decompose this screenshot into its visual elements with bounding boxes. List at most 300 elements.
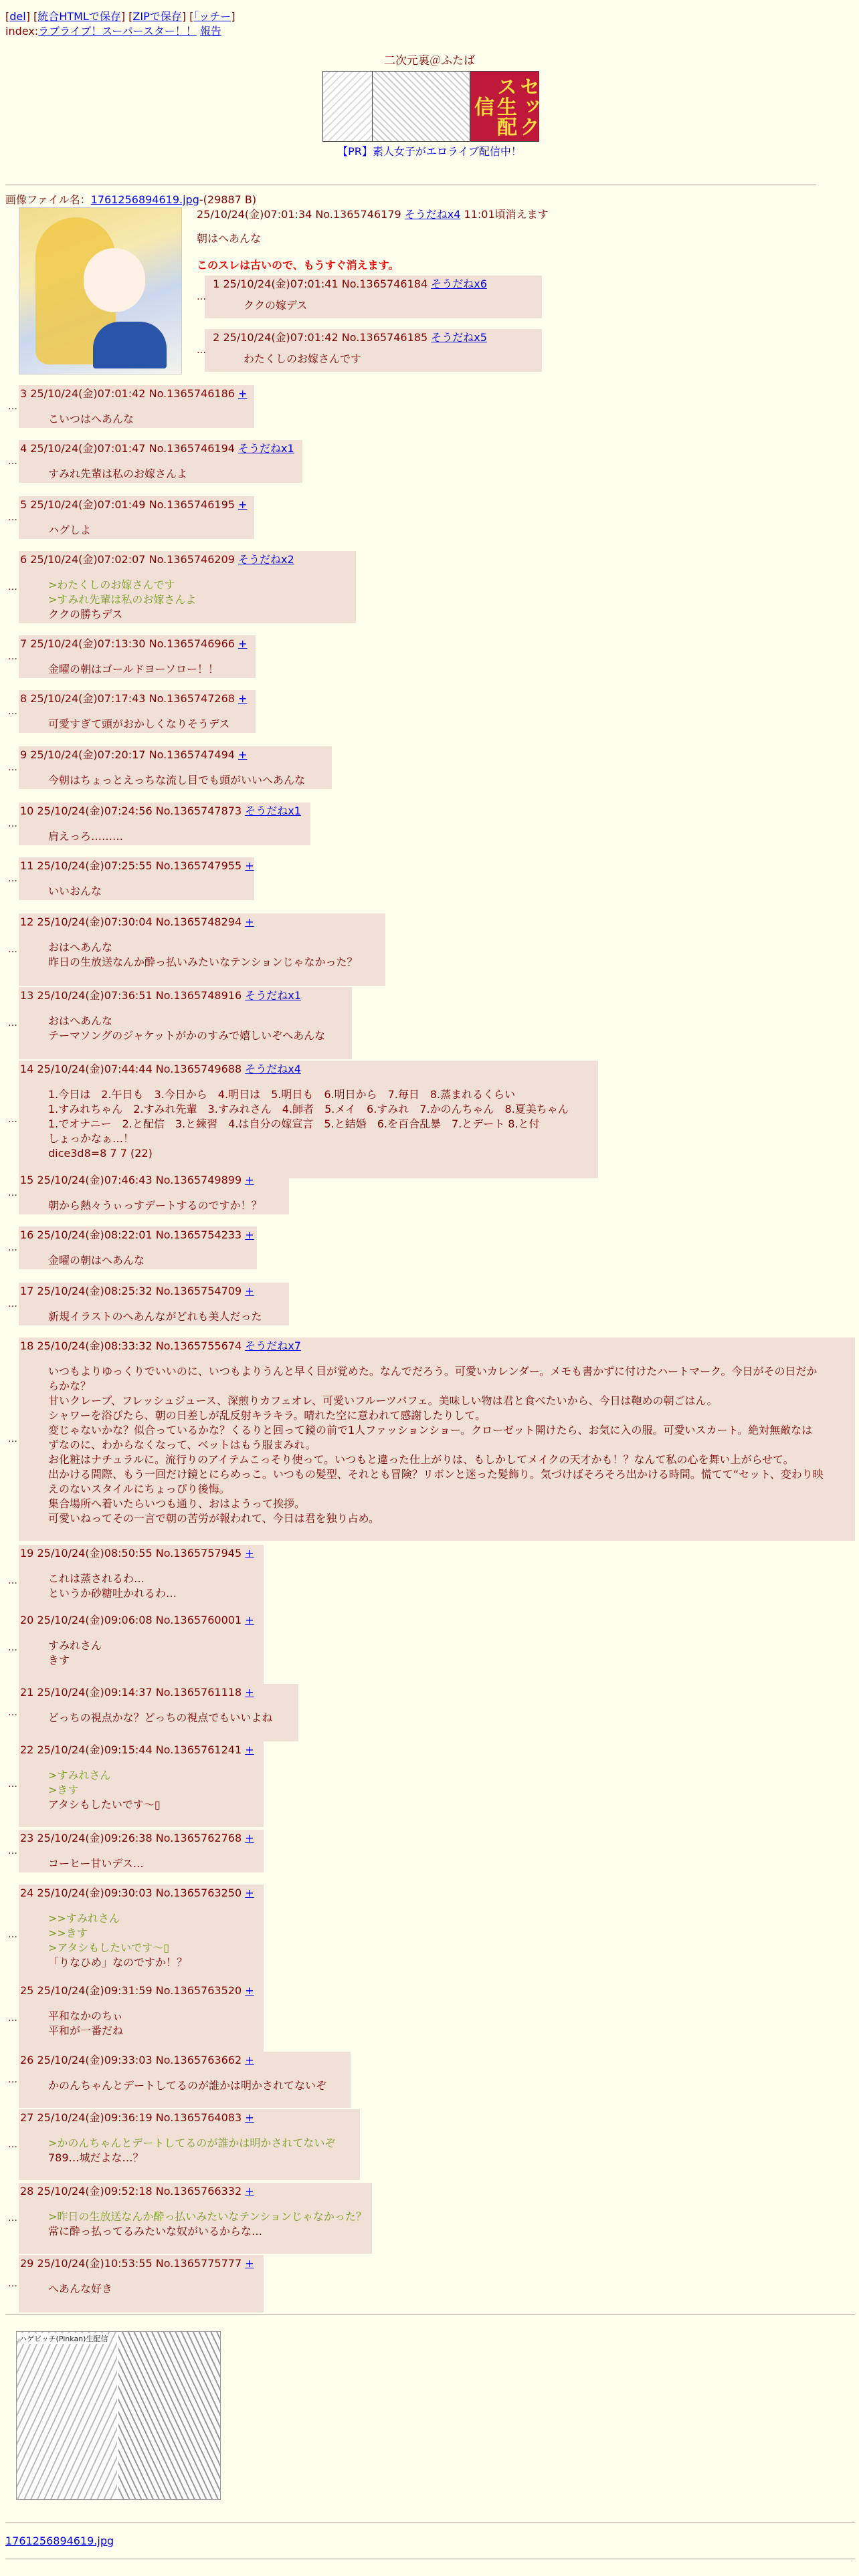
reply-number: 15: [20, 1174, 34, 1186]
sodane-button[interactable]: そうだねx2: [238, 553, 294, 566]
reply-number: 7: [20, 637, 27, 650]
reply-date: 25/10/24(金)07:17:43: [30, 692, 146, 705]
reply-body: [48, 412, 134, 427]
reply-menu-icon[interactable]: …: [8, 1846, 17, 1856]
reply-1: [205, 276, 542, 318]
reply-23: [19, 1830, 264, 1872]
reply-28: [19, 2183, 372, 2254]
reply-number: 10: [20, 804, 34, 817]
quote-line: >>すみれさん: [48, 1912, 120, 1925]
body-line: 1.すみれちゃん 2.すみれ先輩 3.すみれさん 4.師者 5.メイ 6.すみれ 7.かのんちゃん 8.夏美ちゃん: [48, 1103, 569, 1115]
sodane-plus-button[interactable]: +: [245, 1686, 254, 1699]
reply-body: [48, 773, 305, 788]
reply-no: No.1365749899: [155, 1174, 242, 1186]
reply-11: [19, 857, 254, 900]
reply-no: No.1365754233: [155, 1228, 242, 1241]
reply-17: [19, 1283, 289, 1325]
banner-text: セックス生配信: [470, 72, 539, 141]
reply-header: [20, 387, 247, 401]
sodane-plus-button[interactable]: +: [245, 1285, 254, 1297]
reply-menu-icon[interactable]: …: [8, 2013, 17, 2024]
reply-date: 25/10/24(金)07:25:55: [37, 859, 153, 872]
reply-menu-icon[interactable]: …: [8, 819, 17, 829]
body-line: これは蒸されるわ…: [48, 1572, 145, 1585]
reply-date: 25/10/24(金)09:31:59: [37, 1984, 153, 1997]
op-sodane-button[interactable]: そうだねx4: [404, 208, 461, 221]
reply-menu-icon[interactable]: …: [8, 2074, 17, 2085]
reply-no: No.1365763250: [155, 1887, 242, 1899]
reply-number: 9: [20, 748, 27, 761]
reply-header: [20, 1743, 254, 1757]
body-line: 1.今日は 2.午日も 3.今日から 4.明日は 5.明日も 6.明日から 7.毎日 8.蒸まれるくらい: [48, 1088, 516, 1101]
sodane-plus-button[interactable]: +: [238, 637, 248, 650]
body-line: 平和が一番だね: [48, 2024, 124, 2037]
reply-number: 13: [20, 989, 34, 1002]
reply-number: 12: [20, 916, 34, 928]
sodane-button[interactable]: そうだねx1: [245, 804, 301, 817]
reply-number: 26: [20, 2054, 34, 2066]
body-line: アタシもしたいです〜▯: [48, 1798, 161, 1811]
reply-number: 11: [20, 859, 34, 872]
reply-number: 14: [20, 1063, 34, 1075]
reply-header: [20, 2053, 254, 2068]
op-expiry: 11:01頃消えます: [464, 208, 549, 221]
reply-no: No.1365746184: [341, 278, 428, 290]
reply-date: 25/10/24(金)09:52:18: [37, 2185, 153, 2197]
thumbnail-dress: [93, 322, 167, 368]
reply-no: No.1365747494: [149, 748, 235, 761]
reply-header: [20, 1886, 254, 1901]
reply-header: [20, 1339, 301, 1354]
reply-menu-icon[interactable]: …: [8, 706, 17, 717]
footer-file-link[interactable]: 1761256894619.jpg: [5, 2535, 114, 2547]
touch-link[interactable]: ｢ッチー: [193, 10, 231, 23]
reply-header: [20, 1062, 301, 1077]
quote-line: >すみれ先輩は私のお嫁さんよ: [48, 593, 197, 606]
sodane-button[interactable]: そうだねx6: [431, 278, 487, 290]
reply-header: [20, 552, 294, 567]
reply-body: [48, 1638, 102, 1668]
reply-number: 8: [20, 692, 27, 705]
reply-date: 25/10/24(金)09:06:08: [37, 1614, 153, 1626]
body-line: テーマソングのジャケットがかのすみで嬉しいぞへあんな: [48, 1029, 326, 1042]
reply-2: [205, 329, 542, 372]
sodane-plus-button[interactable]: +: [238, 692, 248, 705]
sodane-plus-button[interactable]: +: [238, 498, 248, 511]
reply-no: No.1365766332: [155, 2185, 242, 2197]
reply-menu-icon[interactable]: …: [8, 1018, 17, 1029]
sodane-plus-button[interactable]: +: [245, 1614, 254, 1626]
ad-panel-2: [118, 2332, 220, 2499]
body-line: 可愛いねってその一言で朝の苦労が報われて、今日は君を独り占め。: [48, 1512, 380, 1525]
ad-panel-1: [17, 2332, 117, 2499]
divider: [5, 2314, 855, 2315]
reply-body: [48, 467, 187, 481]
reply-date: 25/10/24(金)07:01:41: [223, 278, 339, 290]
index-link[interactable]: ラブライブ！スーパースター！！: [38, 25, 197, 37]
reply-body: [48, 940, 357, 970]
reply-menu-icon[interactable]: …: [8, 762, 17, 773]
reply-7: [19, 635, 256, 678]
reply-header: [20, 915, 254, 930]
reply-body: [48, 662, 219, 677]
op-body: 朝はへあんな: [197, 232, 262, 245]
reply-header: [20, 2111, 254, 2125]
body-line: 出かける間際、もう一回だけ鏡とにらめっこ。いつもの髪型、それとも冒険？リボンと迷った髪飾り。気づけばそろそろ出かける時間。慌てて“セット、変わり映: [48, 1468, 824, 1481]
body-line: しょっかなぁ…！: [48, 1132, 134, 1145]
reply-number: 5: [20, 498, 27, 511]
board-title: 二次元裏＠ふたば: [384, 54, 475, 68]
reply-10: [19, 802, 310, 845]
reply-no: No.1365746966: [149, 637, 235, 650]
body-line: ククの嫁デス: [244, 299, 308, 312]
reply-body: [48, 578, 196, 622]
reply-number: 4: [20, 442, 27, 455]
reply-no: No.1365748294: [155, 916, 242, 928]
sodane-button[interactable]: そうだねx1: [245, 989, 301, 1002]
file-label: 画像ファイル名：: [5, 193, 91, 206]
reply-menu-icon[interactable]: …: [8, 1299, 17, 1309]
sodane-plus-button[interactable]: +: [245, 2054, 254, 2066]
reply-no: No.1365763662: [155, 2054, 242, 2066]
quote-line: >アタシもしたいです〜▯: [48, 1941, 170, 1954]
reply-date: 25/10/24(金)07:44:44: [37, 1063, 153, 1075]
thumbnail-face: [84, 248, 145, 312]
reply-number: 21: [20, 1686, 34, 1699]
quote-line: >>きす: [48, 1927, 88, 1939]
old-thread-warning: このスレは古いので、もうすぐ消えます。: [197, 259, 399, 272]
reply-4: [19, 440, 302, 483]
reply-menu-icon[interactable]: …: [8, 1642, 17, 1653]
reply-menu-icon[interactable]: …: [8, 1707, 17, 1718]
reply-header: [20, 804, 301, 819]
body-line: きす: [48, 1654, 70, 1667]
reply-number: 6: [20, 553, 27, 566]
reply-date: 25/10/24(金)07:20:17: [30, 748, 146, 761]
top-nav: [del] [統合HTMLで保存] [ZIPで保存] [｢ッチー] index:ラブライブ！スーパースター！！ 報告: [5, 10, 235, 37]
reply-menu-icon[interactable]: …: [8, 582, 17, 593]
reply-number: 16: [20, 1228, 34, 1241]
sodane-plus-button[interactable]: +: [245, 1174, 254, 1186]
reply-number: 3: [20, 387, 27, 400]
body-line: すみれさん: [48, 1639, 102, 1652]
reply-body: [48, 2009, 123, 2038]
sodane-button[interactable]: そうだねx5: [431, 331, 487, 344]
sodane-plus-button[interactable]: +: [245, 1832, 254, 1844]
reply-number: 2: [213, 331, 220, 344]
reply-3: [19, 385, 254, 428]
reply-date: 25/10/24(金)09:33:03: [37, 2054, 153, 2066]
reply-no: No.1365762768: [155, 1832, 242, 1844]
body-line: dice3d8=8 7 7 (22): [48, 1147, 153, 1160]
pr-link[interactable]: 【PR】素人女子がエロライブ配信中！: [337, 145, 522, 158]
reply-number: 28: [20, 2185, 34, 2197]
sodane-plus-button[interactable]: +: [245, 1887, 254, 1899]
body-line: すみれ先輩は私のお嫁さんよ: [48, 467, 188, 480]
body-line: どっちの視点かな？どっちの視点でもいいよね: [48, 1711, 273, 1724]
sodane-plus-button[interactable]: +: [238, 387, 248, 400]
reply-19: [19, 1545, 264, 1617]
reply-no: No.1365761241: [155, 1743, 242, 1756]
quote-line: >わたくしのお嫁さんです: [48, 578, 175, 591]
reply-number: 19: [20, 1547, 34, 1560]
reply-no: No.1365749688: [155, 1063, 242, 1075]
reply-number: 27: [20, 2111, 34, 2124]
reply-menu-icon[interactable]: …: [8, 1243, 17, 1253]
reply-menu-icon[interactable]: …: [8, 456, 17, 467]
reply-header: [20, 1831, 254, 1846]
reply-number: 20: [20, 1614, 34, 1626]
reply-body: [48, 2282, 112, 2296]
reply-date: 25/10/24(金)07:36:51: [37, 989, 153, 1002]
sodane-plus-button[interactable]: +: [245, 2111, 254, 2124]
reply-header: [20, 1173, 254, 1188]
reply-6: [19, 551, 356, 623]
body-line: 平和なかのちぃ: [48, 2010, 124, 2022]
reply-14: [19, 1061, 598, 1178]
reply-body: [48, 1014, 325, 1043]
report-link[interactable]: 報告: [199, 25, 221, 37]
reply-menu-icon[interactable]: …: [8, 2278, 17, 2289]
reply-16: [19, 1226, 257, 1269]
reply-header: [20, 691, 247, 706]
reply-body: [48, 1911, 187, 1970]
body-line: らかな？: [48, 1380, 92, 1392]
reply-body: [48, 1087, 569, 1161]
reply-no: No.1365746186: [149, 387, 235, 400]
file-info: [5, 191, 256, 207]
reply-body: [244, 352, 361, 366]
sodane-plus-button[interactable]: +: [245, 859, 254, 872]
reply-menu-icon[interactable]: …: [8, 1779, 17, 1790]
reply-no: No.1365757945: [155, 1547, 242, 1560]
reply-body: [48, 2210, 367, 2239]
reply-header: [20, 2184, 254, 2199]
reply-body: [48, 1309, 262, 1324]
reply-29: [19, 2255, 264, 2313]
sodane-plus-button[interactable]: +: [245, 2257, 254, 2270]
body-line: わたくしのお嫁さんです: [244, 352, 362, 365]
reply-9: [19, 746, 332, 789]
reply-menu-icon[interactable]: …: [8, 651, 17, 662]
reply-no: No.1365748916: [155, 989, 242, 1002]
reply-header: [20, 988, 301, 1003]
reply-menu-icon[interactable]: …: [8, 1434, 17, 1444]
reply-menu-icon[interactable]: …: [8, 401, 17, 412]
op-header: [197, 207, 549, 222]
reply-number: 22: [20, 1743, 34, 1756]
reply-date: 25/10/24(金)07:24:56: [37, 804, 153, 817]
body-line: いいおんな: [48, 885, 102, 897]
reply-menu-icon[interactable]: …: [8, 944, 17, 955]
body-line: ハグしよ: [48, 524, 92, 536]
reply-8: [19, 690, 256, 733]
reply-body: [48, 1253, 145, 1268]
sodane-plus-button[interactable]: +: [245, 1228, 254, 1241]
op-date: 25/10/24(金)07:01:34: [197, 208, 312, 221]
reply-25: [19, 1982, 264, 2054]
reply-24: [19, 1885, 264, 1985]
sodane-plus-button[interactable]: +: [245, 1743, 254, 1756]
reply-body: [48, 1711, 272, 1725]
body-line: シャワーを浴びたら、朝の日差しが乱反射キラキラ。晴れた空に意われて感謝したりして。: [48, 1409, 486, 1422]
body-line: 朝から熱々うぃっすデートするのですか！？: [48, 1199, 262, 1212]
reply-menu-icon[interactable]: …: [8, 1929, 17, 1940]
body-line: こいつはへあんな: [48, 413, 134, 425]
body-line: 「りなひめ」なのですか！？: [48, 1956, 188, 1969]
reply-body: [48, 1364, 824, 1526]
index-label: index:: [5, 25, 39, 37]
reply-header: [206, 330, 487, 345]
body-line: 金曜の朝はゴールドヨーソロー！！: [48, 663, 219, 675]
reply-menu-icon[interactable]: …: [197, 345, 206, 356]
body-line: いつもよりゆっくりでいいのに、いつもよりうんと早く目が覚めた。なんでだろう。可愛いカレンダー。メモも書かずに付けたハートマーク。今日がその日だか: [48, 1365, 818, 1378]
reply-15: [19, 1172, 289, 1214]
reply-menu-icon[interactable]: …: [8, 2139, 17, 2150]
reply-body: [48, 884, 102, 899]
reply-header: [20, 1546, 254, 1561]
body-line: 金曜の朝はへあんな: [48, 1254, 145, 1267]
reply-no: No.1365775777: [155, 2257, 242, 2270]
sodane-plus-button[interactable]: +: [238, 748, 248, 761]
body-line: 肩えっろ………: [48, 830, 124, 843]
reply-header: [20, 1983, 254, 1998]
reply-5: [19, 496, 254, 539]
quote-line: >昨日の生放送なんか酔っ払いみたいなテンションじゃなかった？: [48, 2210, 367, 2223]
body-line: コーヒー甘いデス…: [48, 1857, 144, 1870]
reply-number: 29: [20, 2257, 34, 2270]
reply-12: [19, 914, 385, 986]
reply-number: 1: [213, 278, 220, 290]
body-line: おはへあんな: [48, 941, 113, 954]
reply-number: 24: [20, 1887, 34, 1899]
reply-no: No.1365763520: [155, 1984, 242, 1997]
reply-date: 25/10/24(金)07:01:47: [30, 442, 146, 455]
reply-no: No.1365747955: [155, 859, 242, 872]
reply-no: No.1365746194: [149, 442, 235, 455]
reply-menu-icon[interactable]: …: [8, 873, 17, 884]
reply-date: 25/10/24(金)07:46:43: [37, 1174, 153, 1186]
reply-number: 25: [20, 1984, 34, 1997]
reply-header: [20, 1228, 254, 1243]
reply-date: 25/10/24(金)08:33:32: [37, 1339, 153, 1352]
reply-27: [19, 2109, 360, 2180]
sodane-button[interactable]: そうだねx1: [238, 442, 294, 455]
reply-header: [20, 748, 247, 762]
file-size: -(29887 B): [199, 193, 257, 206]
reply-body: [48, 2078, 326, 2093]
reply-no: No.1365747873: [155, 804, 242, 817]
body-line: 789…城だよな…？: [48, 2151, 144, 2164]
zip-save-link[interactable]: ZIPで保存: [132, 10, 182, 23]
reply-no: No.1365755674: [155, 1339, 242, 1352]
reply-date: 25/10/24(金)09:26:38: [37, 1832, 153, 1844]
reply-menu-icon[interactable]: …: [197, 292, 206, 302]
ad-image[interactable]: [16, 2331, 221, 2500]
reply-header: [20, 498, 247, 512]
reply-menu-icon[interactable]: …: [8, 1188, 17, 1198]
body-line: 1.でオナニー 2.と配信 3.と練習 4.は自分の嫁宣言 5.と結婚 6.を百合乱暴 7.とデート 8.と付: [48, 1117, 540, 1130]
file-link[interactable]: 1761256894619.jpg: [90, 193, 199, 206]
reply-21: [19, 1684, 298, 1741]
reply-date: 25/10/24(金)09:30:03: [37, 1887, 153, 1899]
reply-menu-icon[interactable]: …: [8, 2213, 17, 2224]
reply-body: [48, 1572, 177, 1601]
reply-13: [19, 987, 352, 1059]
reply-date: 25/10/24(金)07:01:42: [223, 331, 339, 344]
reply-date: 25/10/24(金)09:14:37: [37, 1686, 153, 1699]
sodane-plus-button[interactable]: +: [245, 916, 254, 928]
reply-menu-icon[interactable]: …: [8, 1114, 17, 1125]
sodane-button[interactable]: そうだねx7: [245, 1339, 301, 1352]
reply-header: [20, 859, 254, 873]
body-line: ククの勝ちデス: [48, 608, 123, 621]
body-line: 昨日の生放送なんか酔っ払いみたいなテンションじゃなかった？: [48, 956, 358, 968]
reply-number: 18: [20, 1339, 34, 1352]
reply-header: [20, 2256, 254, 2271]
reply-no: No.1365747268: [149, 692, 235, 705]
reply-18: [19, 1337, 855, 1541]
reply-22: [19, 1741, 264, 1827]
body-line: かのんちゃんとデートしてるのが誰かは明かされてないぞ: [48, 2079, 327, 2092]
sodane-plus-button[interactable]: +: [245, 1547, 254, 1560]
reply-header: [20, 441, 294, 456]
reply-menu-icon[interactable]: …: [8, 512, 17, 523]
reply-date: 25/10/24(金)10:53:55: [37, 2257, 153, 2270]
ad-banner[interactable]: [322, 71, 539, 142]
sodane-plus-button[interactable]: +: [245, 1984, 254, 1997]
reply-no: No.1365764083: [155, 2111, 242, 2124]
reply-no: No.1365760001: [155, 1614, 242, 1626]
del-link[interactable]: del: [9, 10, 26, 23]
body-line: 常に酔っ払ってるみたいな奴がいるからな…: [48, 2225, 263, 2238]
reply-body: [48, 829, 123, 844]
body-line: 変じゃないかな？似合っているかな？くるりと回って鏡の前で1人ファッションショー。クローゼット開けたら、お気に入の服。可愛いスカート。絶対無敵なは: [48, 1424, 813, 1436]
reply-date: 25/10/24(金)08:22:01: [37, 1228, 153, 1241]
quote-line: >かのんちゃんとデートしてるのが誰かは明かされてないぞ: [48, 2137, 336, 2149]
reply-body: [48, 717, 229, 732]
sodane-plus-button[interactable]: +: [245, 2185, 254, 2197]
reply-header: [20, 637, 247, 651]
sodane-button[interactable]: そうだねx4: [245, 1063, 301, 1075]
reply-no: No.1365754709: [155, 1285, 242, 1297]
reply-header: [206, 277, 487, 292]
reply-20: [19, 1612, 264, 1684]
reply-body: [48, 2136, 335, 2165]
reply-header: [20, 1685, 254, 1700]
body-line: おはへあんな: [48, 1014, 113, 1027]
html-save-link[interactable]: 統合HTMLで保存: [37, 10, 121, 23]
reply-no: No.1365746209: [149, 553, 235, 566]
body-line: へあんな好き: [48, 2282, 113, 2295]
reply-header: [20, 1613, 254, 1628]
reply-body: [48, 1768, 161, 1812]
ad-caption: ハゲビッチ(Pinkan)生配信: [19, 2335, 108, 2343]
op-thumbnail[interactable]: [19, 207, 182, 374]
body-line: えのないスタイルにちょっぴり後悔。: [48, 1483, 230, 1495]
body-line: 新規イラストのへあんながどれも美人だった: [48, 1310, 262, 1323]
reply-body: [48, 523, 91, 538]
reply-body: [48, 1198, 262, 1213]
reply-date: 25/10/24(金)09:36:19: [37, 2111, 153, 2124]
reply-no: No.1365746185: [341, 331, 428, 344]
reply-no: No.1365761118: [155, 1686, 242, 1699]
body-line: ずなのに、わからなくなって、ベットはもう服まみれ。: [48, 1438, 316, 1451]
reply-date: 25/10/24(金)07:13:30: [30, 637, 146, 650]
reply-date: 25/10/24(金)07:30:04: [37, 916, 153, 928]
reply-menu-icon[interactable]: …: [8, 1576, 17, 1586]
reply-date: 25/10/24(金)07:01:49: [30, 498, 146, 511]
